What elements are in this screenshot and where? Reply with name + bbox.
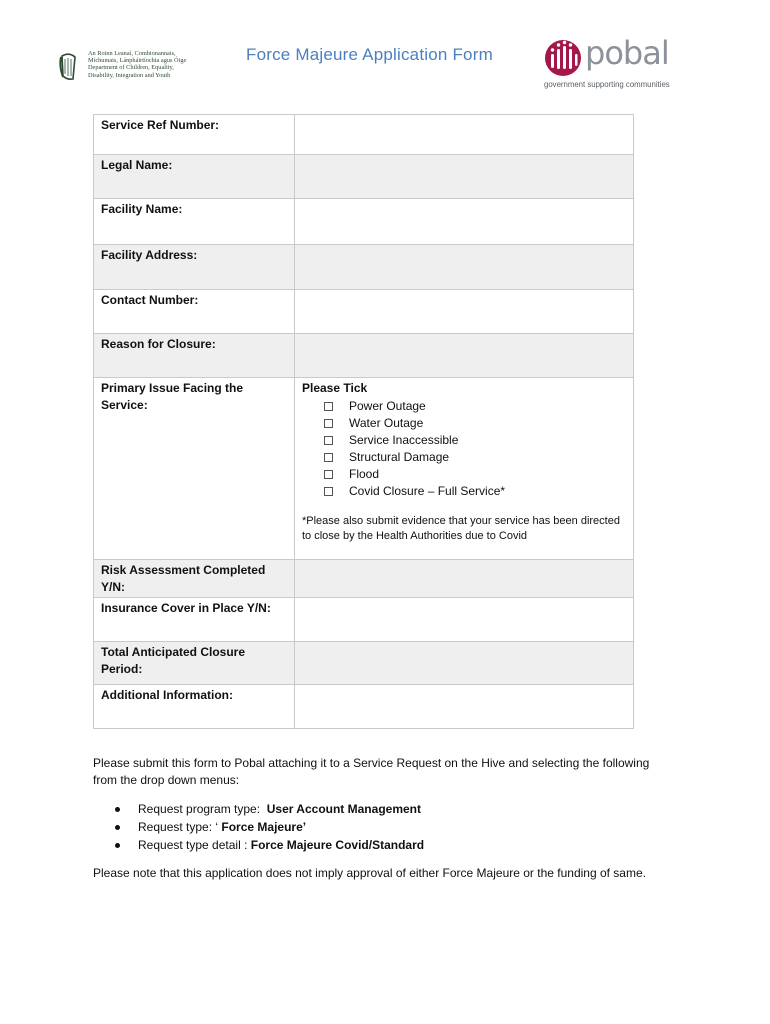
harp-icon (58, 52, 80, 82)
pobal-tagline: government supporting communities (544, 80, 670, 89)
checkbox[interactable] (324, 419, 333, 428)
field-closure-period[interactable] (295, 642, 634, 685)
checkbox[interactable] (324, 402, 333, 411)
list-item: Request program type: User Account Management (115, 800, 424, 818)
label-reason: Reason for Closure: (94, 334, 295, 378)
row-additional-info (94, 685, 634, 729)
pobal-wordmark: pobal (585, 34, 669, 72)
option-service-inaccessible[interactable]: Service Inaccessible (324, 432, 626, 449)
please-tick-heading: Please Tick (302, 381, 368, 395)
evidence-note: *Please also submit evidence that your service has been directed to close by the Health Authorities due to Covid (302, 514, 620, 542)
option-structural-damage[interactable]: Structural Damage (324, 449, 626, 466)
label-closure-period: Total Anticipated Closure Period: (94, 642, 295, 685)
row-service-ref (94, 115, 634, 155)
department-logo (58, 50, 218, 86)
option-covid-closure[interactable]: Covid Closure – Full Service* (324, 483, 626, 500)
row-risk-assessment (94, 560, 634, 598)
pobal-logo (543, 34, 693, 90)
label-insurance: Insurance Cover in Place Y/N: (94, 598, 295, 642)
field-primary-issue (295, 378, 634, 560)
checkbox[interactable] (324, 470, 333, 479)
label-service-ref: Service Ref Number: (94, 115, 295, 155)
option-water-outage[interactable]: Water Outage (324, 415, 626, 432)
checkbox[interactable] (324, 453, 333, 462)
field-facility-name[interactable] (295, 199, 634, 245)
row-facility-name (94, 199, 634, 245)
list-item: Request type detail : Force Majeure Covid/Standard (115, 836, 424, 854)
checkbox[interactable] (324, 436, 333, 445)
field-legal-name[interactable] (295, 155, 634, 199)
label-additional-info: Additional Information: (94, 685, 295, 729)
row-facility-address (94, 245, 634, 290)
bullet-icon (115, 825, 120, 830)
label-facility-address: Facility Address: (94, 245, 295, 290)
row-closure-period (94, 642, 634, 685)
field-facility-address[interactable] (295, 245, 634, 290)
approval-disclaimer: Please note that this application does not imply approval of either Force Majeure or the funding of same. (93, 866, 646, 880)
application-form-table (93, 114, 634, 729)
field-insurance[interactable] (295, 598, 634, 642)
field-risk-assessment[interactable] (295, 560, 634, 598)
bullet-icon (115, 843, 120, 848)
submission-instructions: Please submit this form to Pobal attaching it to a Service Request on the Hive and selecting the following from the drop down menus: (93, 756, 650, 787)
row-primary-issue (94, 378, 634, 560)
field-additional-info[interactable] (295, 685, 634, 729)
row-contact-number (94, 290, 634, 334)
label-legal-name: Legal Name: (94, 155, 295, 199)
page-title: Force Majeure Application Form (246, 45, 493, 64)
option-power-outage[interactable]: Power Outage (324, 398, 626, 415)
department-name: An Roinn Leanaí, Comhionannais, Míchumais, Lánpháirtíochta agus Óige Department of Children, Equality, Disability, Integration and Youth (88, 50, 187, 79)
label-facility-name: Facility Name: (94, 199, 295, 245)
row-insurance (94, 598, 634, 642)
dropdown-selection-list (115, 800, 424, 854)
row-legal-name (94, 155, 634, 199)
field-service-ref[interactable] (295, 115, 634, 155)
list-item: Request type: ‘ Force Majeure’ (115, 818, 424, 836)
field-contact-number[interactable] (295, 290, 634, 334)
issue-options (324, 398, 626, 500)
option-flood[interactable]: Flood (324, 466, 626, 483)
label-contact-number: Contact Number: (94, 290, 295, 334)
row-reason (94, 334, 634, 378)
pobal-mark-icon (543, 38, 583, 78)
bullet-icon (115, 807, 120, 812)
label-risk-assessment: Risk Assessment Completed Y/N: (94, 560, 295, 598)
label-primary-issue: Primary Issue Facing the Service: (94, 378, 295, 560)
checkbox[interactable] (324, 487, 333, 496)
field-reason[interactable] (295, 334, 634, 378)
